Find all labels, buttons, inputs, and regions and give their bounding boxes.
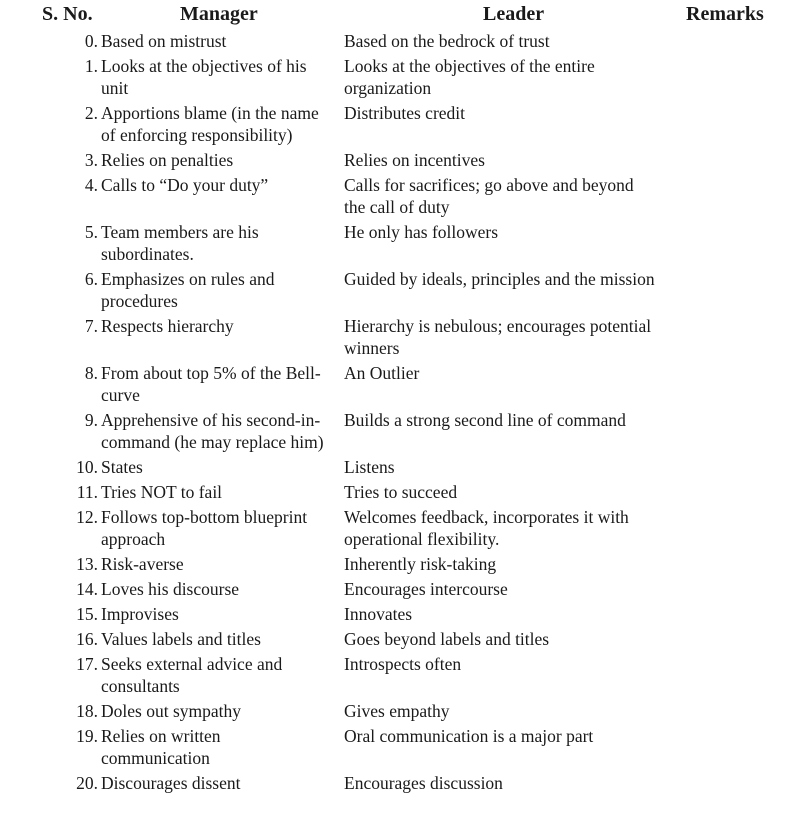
leader-text-line: Looks at the objectives of the entire xyxy=(344,56,595,76)
leader-cell xyxy=(344,149,689,171)
leader-text-line: operational flexibility. xyxy=(344,529,500,549)
row-number: 15. xyxy=(76,604,98,624)
table-row xyxy=(0,481,800,506)
manager-text-line: Loves his discourse xyxy=(101,579,240,599)
manager-text-line: Respects hierarchy xyxy=(101,316,234,336)
leader-text-line: Guided by ideals, principles and the mission xyxy=(344,269,655,289)
leader-cell xyxy=(344,268,689,290)
row-number: 14. xyxy=(76,579,98,599)
table-row xyxy=(0,409,800,456)
leader-cell xyxy=(344,30,689,52)
manager-text-line: Follows top-bottom blueprint xyxy=(101,507,308,527)
manager-cell xyxy=(101,578,341,600)
manager-text-line: Improvises xyxy=(101,604,179,624)
manager-cell xyxy=(101,102,341,146)
manager-cell xyxy=(101,174,341,196)
row-number: 13. xyxy=(76,554,98,574)
column-header-manager: Manager xyxy=(180,3,258,25)
manager-text-line: Seeks external advice and xyxy=(101,654,283,674)
table-row xyxy=(0,268,800,315)
manager-text-line: subordinates. xyxy=(101,244,194,264)
manager-text-line: approach xyxy=(101,529,166,549)
leader-cell xyxy=(344,653,689,675)
leader-text-line: Hierarchy is nebulous; encourages potential xyxy=(344,316,652,336)
manager-cell xyxy=(101,268,341,312)
manager-text-line: Team members are his xyxy=(101,222,259,242)
manager-text-line: Values labels and titles xyxy=(101,629,261,649)
row-number: 4. xyxy=(84,175,98,195)
manager-text-line: States xyxy=(101,457,143,477)
leader-text-line: Encourages discussion xyxy=(344,773,503,793)
leader-text-line: Tries to succeed xyxy=(344,482,458,502)
manager-text-line: Discourages dissent xyxy=(101,773,241,793)
leader-cell xyxy=(344,409,689,431)
leader-cell xyxy=(344,55,689,99)
row-number: 7. xyxy=(84,316,98,336)
manager-cell xyxy=(101,221,341,265)
row-number: 19. xyxy=(76,726,98,746)
manager-cell xyxy=(101,725,341,769)
column-header-leader: Leader xyxy=(483,3,545,25)
leader-text-line: winners xyxy=(344,338,400,358)
leader-cell xyxy=(344,772,689,794)
table-row xyxy=(0,578,800,603)
table-row xyxy=(0,174,800,221)
leader-cell xyxy=(344,628,689,650)
row-number: 17. xyxy=(76,654,98,674)
leader-text-line: Introspects often xyxy=(344,654,462,674)
manager-cell xyxy=(101,149,341,171)
table-row xyxy=(0,362,800,409)
table-row xyxy=(0,149,800,174)
leader-text-line: Listens xyxy=(344,457,395,477)
row-number: 5. xyxy=(84,222,98,242)
table-row xyxy=(0,772,800,797)
manager-cell xyxy=(101,628,341,650)
leader-cell xyxy=(344,553,689,575)
leader-cell xyxy=(344,725,689,747)
leader-text-line: organization xyxy=(344,78,432,98)
table-row xyxy=(0,315,800,362)
table-row xyxy=(0,506,800,553)
manager-text-line: From about top 5% of the Bell- xyxy=(101,363,321,383)
manager-text-line: Doles out sympathy xyxy=(101,701,241,721)
column-header-sno: S. No. xyxy=(42,3,93,25)
manager-cell xyxy=(101,506,341,550)
manager-text-line: Based on mistrust xyxy=(101,31,227,51)
table-row xyxy=(0,725,800,772)
table-row xyxy=(0,653,800,700)
leader-cell xyxy=(344,102,689,124)
leader-text-line: Goes beyond labels and titles xyxy=(344,629,550,649)
leader-text-line: Calls for sacrifices; go above and beyond xyxy=(344,175,634,195)
row-number: 11. xyxy=(76,482,98,502)
leader-cell xyxy=(344,362,689,384)
leader-text-line: Based on the bedrock of trust xyxy=(344,31,550,51)
manager-cell xyxy=(101,553,341,575)
manager-cell xyxy=(101,55,341,99)
manager-cell xyxy=(101,456,341,478)
leader-text-line: Inherently risk-taking xyxy=(344,554,497,574)
leader-text-line: the call of duty xyxy=(344,197,450,217)
row-number: 20. xyxy=(76,773,98,793)
leader-text-line: Builds a strong second line of command xyxy=(344,410,626,430)
manager-cell xyxy=(101,481,341,503)
manager-cell xyxy=(101,30,341,52)
comparison-table-body xyxy=(0,30,800,797)
table-row xyxy=(0,628,800,653)
table-row xyxy=(0,55,800,102)
table-row xyxy=(0,30,800,55)
leader-text-line: Distributes credit xyxy=(344,103,466,123)
row-number: 0. xyxy=(84,31,98,51)
leader-cell xyxy=(344,221,689,243)
table-row xyxy=(0,700,800,725)
manager-text-line: unit xyxy=(101,78,129,98)
manager-cell xyxy=(101,772,341,794)
manager-cell xyxy=(101,315,341,337)
leader-text-line: Gives empathy xyxy=(344,701,450,721)
manager-text-line: Looks at the objectives of his xyxy=(101,56,307,76)
manager-text-line: Risk-averse xyxy=(101,554,184,574)
leader-text-line: Encourages intercourse xyxy=(344,579,508,599)
manager-text-line: consultants xyxy=(101,676,180,696)
row-number: 6. xyxy=(84,269,98,289)
manager-text-line: Apprehensive of his second-in- xyxy=(101,410,321,430)
table-row xyxy=(0,456,800,481)
row-number: 8. xyxy=(84,363,98,383)
leader-text-line: He only has followers xyxy=(344,222,499,242)
leader-text-line: Oral communication is a major part xyxy=(344,726,594,746)
row-number: 9. xyxy=(84,410,98,430)
manager-text-line: Emphasizes on rules and xyxy=(101,269,275,289)
manager-cell xyxy=(101,362,341,406)
table-row xyxy=(0,102,800,149)
row-number: 3. xyxy=(84,150,98,170)
leader-cell xyxy=(344,481,689,503)
manager-text-line: Apportions blame (in the name xyxy=(101,103,319,123)
manager-text-line: communication xyxy=(101,748,210,768)
table-row xyxy=(0,553,800,578)
leader-text-line: Relies on incentives xyxy=(344,150,485,170)
manager-text-line: Relies on penalties xyxy=(101,150,234,170)
leader-text-line: Welcomes feedback, incorporates it with xyxy=(344,507,629,527)
leader-cell xyxy=(344,174,689,218)
row-number: 16. xyxy=(76,629,98,649)
leader-cell xyxy=(344,700,689,722)
manager-text-line: command (he may replace him) xyxy=(101,432,324,452)
leader-text-line: Innovates xyxy=(344,604,413,624)
manager-cell xyxy=(101,603,341,625)
manager-cell xyxy=(101,409,341,453)
leader-cell xyxy=(344,603,689,625)
manager-cell xyxy=(101,700,341,722)
row-number: 18. xyxy=(76,701,98,721)
manager-text-line: Relies on written xyxy=(101,726,221,746)
manager-text-line: Tries NOT to fail xyxy=(101,482,223,502)
manager-text-line: Calls to “Do your duty” xyxy=(101,175,269,195)
row-number: 2. xyxy=(84,103,98,123)
table-row xyxy=(0,221,800,268)
leader-cell xyxy=(344,506,689,550)
row-number: 12. xyxy=(76,507,98,527)
leader-text-line: An Outlier xyxy=(344,363,420,383)
manager-cell xyxy=(101,653,341,697)
manager-text-line: of enforcing responsibility) xyxy=(101,125,293,145)
leader-cell xyxy=(344,578,689,600)
column-header-remarks: Remarks xyxy=(686,3,764,25)
table-row xyxy=(0,603,800,628)
leader-cell xyxy=(344,315,689,359)
manager-text-line: procedures xyxy=(101,291,178,311)
row-number: 1. xyxy=(84,56,98,76)
manager-text-line: curve xyxy=(101,385,140,405)
row-number: 10. xyxy=(76,457,98,477)
leader-cell xyxy=(344,456,689,478)
